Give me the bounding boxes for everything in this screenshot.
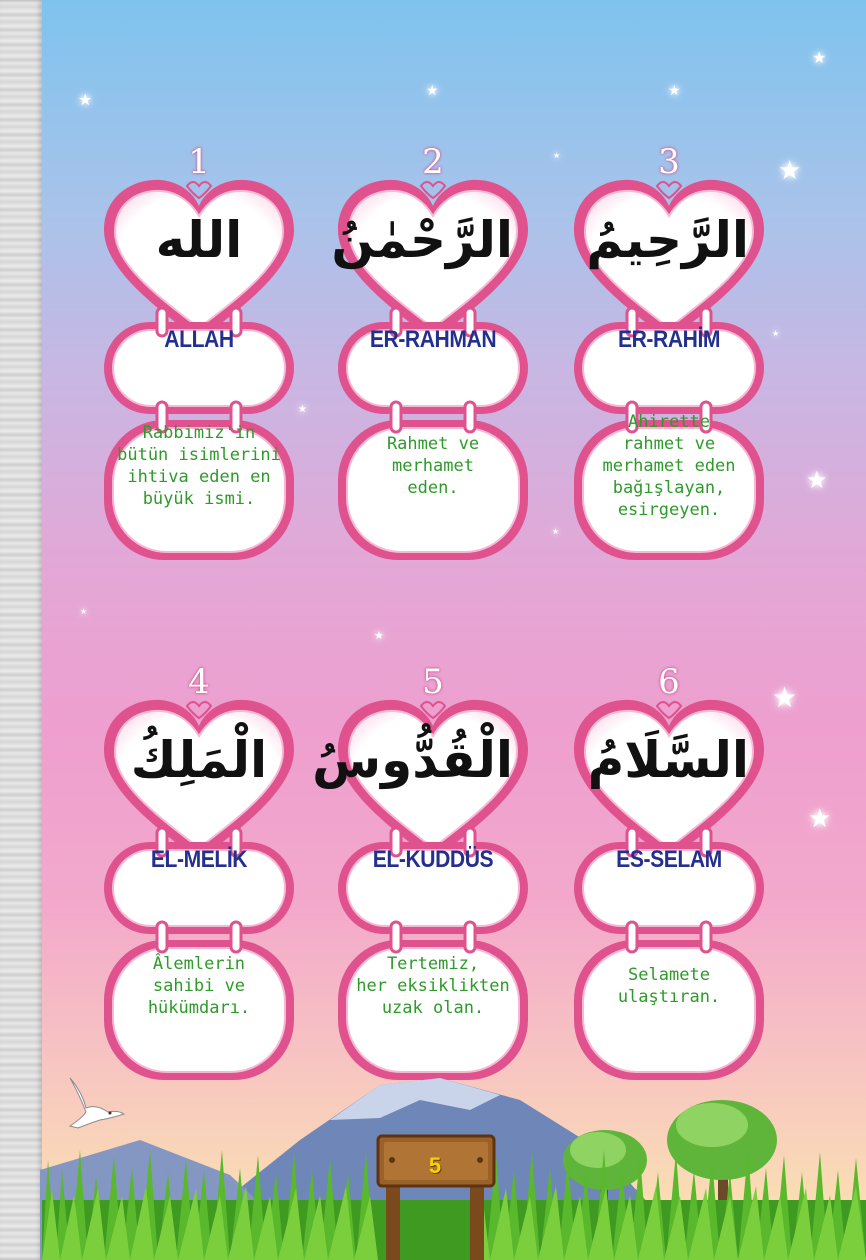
star-icon: ★	[808, 804, 832, 834]
arabic-calligraphy: الرَّحِيمُ	[586, 211, 749, 269]
card-number: 1	[188, 142, 210, 182]
star-icon: ★	[80, 607, 88, 616]
name-label: ER-RAHMAN	[369, 326, 497, 353]
name-description: Tertemiz, her eksiklikten uzak olan.	[356, 954, 510, 1018]
card-number: 3	[658, 142, 680, 182]
star-icon: ★	[772, 681, 798, 714]
star-icon: ★	[778, 156, 802, 186]
name-label: EL-KUDDÜS	[372, 846, 494, 873]
name-label: EL-MELİK	[150, 846, 248, 873]
star-icon: ★	[374, 629, 384, 642]
card-number: 2	[422, 142, 444, 182]
star-icon: ★	[553, 151, 561, 160]
arabic-calligraphy: الْقُدُّوسُ	[312, 731, 513, 789]
star-icon: ★	[812, 48, 827, 67]
name-label: ER-RAHİM	[617, 326, 721, 353]
name-label: ALLAH	[164, 326, 234, 353]
star-icon: ★	[806, 466, 828, 494]
star-icon: ★	[78, 90, 93, 109]
star-icon: ★	[772, 329, 780, 338]
page-number: 5	[428, 1153, 442, 1178]
star-icon: ★	[668, 83, 681, 99]
star-icon: ★	[298, 404, 307, 415]
name-label: ES-SELAM	[616, 846, 722, 873]
card-number: 4	[188, 662, 210, 702]
arabic-calligraphy: الرَّحْمٰنُ	[331, 211, 513, 269]
name-description: Rahmet ve merhamet eden.	[386, 434, 480, 498]
arabic-calligraphy: الْمَلِكُ	[130, 731, 268, 789]
arabic-calligraphy: الله	[155, 211, 243, 269]
card-number: 5	[422, 662, 444, 702]
star-icon: ★	[426, 83, 439, 99]
name-description: Âlemlerin sahibi ve hükümdarı.	[147, 954, 251, 1018]
card-number: 6	[658, 662, 680, 702]
name-description: Ahirette rahmet ve merhamet eden bağışlayan, esirgeyen.	[602, 412, 736, 520]
name-description: Rabbimiz'in bütün isimlerini ihtiva eden en büyük ismi.	[117, 423, 281, 509]
seagull-icon	[70, 1078, 124, 1128]
arabic-calligraphy: السَّلَامُ	[587, 731, 749, 789]
star-icon: ★	[552, 527, 560, 536]
name-description: Selamete ulaştıran.	[617, 965, 721, 1007]
